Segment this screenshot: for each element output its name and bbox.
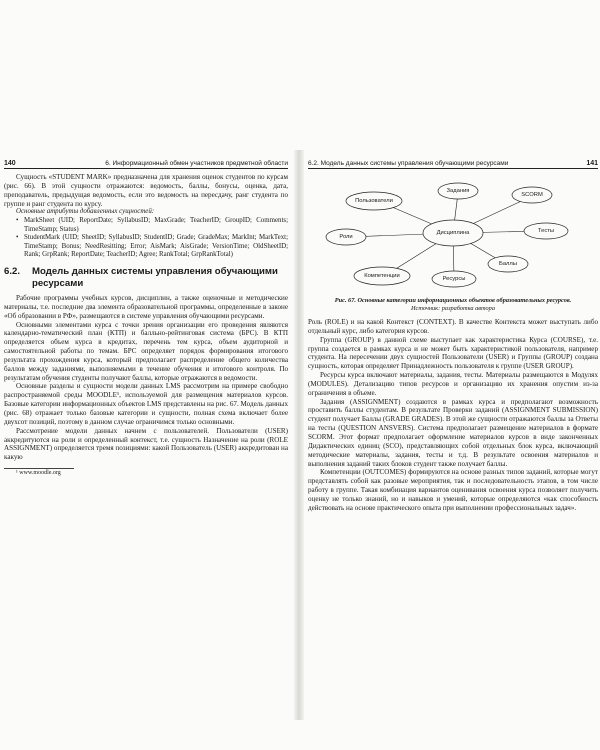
attribute-item: • StudentMark (UID; SheetID; SyllabusID; StudentID; Grade; GradeMax; MarkInt; MarkText; TimeStamp; Bonus; NeedResitting; Error; AisMark; AisGrade; VersionTime; OldSheetID; Rank; GrpRank; ReportDate; TeacherID; Agree; RankTotal; GrpRankTotal) bbox=[24, 234, 288, 260]
body-paragraph: Рассмотрение модели данных начнем с пользователей. Пользователи (USER) аккредитуются на роли и определенный контекст, т.е. сущность Назначение на роли (ROLE ASSIGNMENT) определяется тремя позициями: какой Пользователь (USER) аккредитован на какую bbox=[4, 426, 288, 462]
node-center-label: Дисциплина bbox=[436, 230, 470, 236]
figure-caption: Рис. 67. Основные категории информационных объектов образовательных ресурсов. bbox=[334, 297, 572, 304]
right-running-header bbox=[308, 155, 598, 169]
node-label: SCORM bbox=[521, 192, 543, 198]
attributes-heading: Основные атрибуты добавленных сущностей: bbox=[16, 208, 155, 216]
right-running-head-title: 6.2. Модель данных системы управления обучающими ресурсами bbox=[308, 160, 509, 167]
body-paragraph: Ресурсы курса включают материалы, задания, тесты. Материалы размещаются в Модулях (MODULES). Детализацию типов ресурсов и организацию их хранения опустим из-за ограничения в объеме. bbox=[308, 371, 598, 397]
body-paragraph: Группа (GROUP) в данной схеме выступает как характеристика Курса (COURSE), т.е. группа создается в рамках курса и не может быть характеристикой пользователя, например студента. На пересечении двух сущностей Пользователи (USER) и Группы (GROUP) создана сущность, которая определяет Принадлежность пользователя к группе (USER GROUP). bbox=[308, 335, 598, 371]
section-heading bbox=[4, 266, 288, 289]
body-paragraph: Основные разделы и сущности модели данных LMS рассмотрим на примере свободно распространяемой среды MOODLE¹, используемой для размещения материалов курсов. Базовые категории информационных объектов LMS представлены на рис. 67. Модель данных (рис. 68) отражает только базовые категории и сущности, полная схема включает более двухсот позиций, поэтому в данном случае ограничимся только основными. bbox=[4, 382, 288, 426]
section-number: 6.2. bbox=[4, 266, 21, 278]
attribute-item: • MarkSheet (UID; ReportDate; SyllabusID; MaxGrade; TeacherID; GroupID; Comments; TimeStamp; Status) bbox=[24, 217, 288, 234]
node-label: Пользователи bbox=[355, 198, 393, 204]
node-label: Роли bbox=[339, 234, 353, 240]
left-running-head-title: 6. Информационный обмен участников предметной области bbox=[105, 160, 288, 167]
attributes-list bbox=[4, 217, 288, 260]
footnote-rule bbox=[4, 468, 74, 469]
figure-source: Источник: разработка автора bbox=[411, 304, 495, 312]
book-gutter bbox=[294, 150, 304, 720]
node-label: Задания bbox=[446, 188, 470, 194]
node-label: Тесты bbox=[537, 228, 555, 234]
right-page bbox=[308, 155, 598, 715]
body-paragraph: Компетенции (OUTCOMES) формируются на основе разных типов заданий, которые могут представлять собой как разовые мероприятия, так и последовательность этапов, в том числе работу в группе. Такая комбинация вариантов оценивания освоения курса позволяет получить оценку не только знаний, но и навыков и умений, которые определяются «как способность действовать на основе практического опыта при выполнении профессиональных задач». bbox=[308, 468, 598, 512]
node-label: Ресурсы bbox=[442, 276, 466, 282]
node-label: Баллы bbox=[499, 261, 517, 267]
figure-67-diagram bbox=[308, 175, 598, 293]
right-page-number: 141 bbox=[586, 160, 598, 167]
left-page bbox=[4, 155, 288, 715]
left-running-header bbox=[4, 155, 288, 169]
intro-paragraph: Сущность «STUDENT MARK» предназначена для хранения оценок студентов по курсам (рис. 66). В этой сущности отражаются: ведомость, баллы, бонусы, оценка, дата, преподаватель, предыдущая ведомость, если это ведомость на пересдачу, ранг студента по группе и ранг студента по курсу. bbox=[4, 173, 288, 208]
footnote: ¹ www.moodle.org bbox=[16, 470, 61, 477]
body-paragraph: Роль (ROLE) и на какой Контекст (CONTEXT). В качестве Контекста может выступать либо отдельный курс, либо категория курсов. bbox=[308, 318, 598, 335]
left-page-number: 140 bbox=[4, 160, 16, 167]
node-label: Компетенции bbox=[364, 273, 400, 279]
body-paragraph: Задания (ASSIGNMENT) создаются в рамках курса и предполагают возможность проставить баллы студентам. В результате Проверки заданий (ASSIGNMENT SUBMISSION) студент получает Баллы (GRADE GRADES). В этой же сущности отражаются баллы за Ответы на тесты (QUESTION ANSVERS). Система предполагает размещение материалов в формате SCORM. Этот формат предполагает оформление материалов курсов в виде законченных Дидактических единиц (SCO), представляющих собой отдельных блок курса, включающий методические материалы, задания, тесты и т.д. В результате освоения материалов и выполнения заданий таких блоков студент также получает баллы. bbox=[308, 397, 598, 468]
body-paragraph: Основными элементами курса с точки зрения организации его проведения являются календарно-тематический план (КТП) и балльно-рейтинговая система (БРС). В КТП определяется объем курса в кредитах, перечень тем курса, объем аудиторной и самостоятельной работы по темам. БРС определяет порядок формирования итогового результата прохождения курса, который предполагает распределение общего количества баллов между заданиями, выполняемыми в течение обучения и итогового контроля. По результатам обучения студенты получают баллы, которые отражаются в ведомости. bbox=[4, 320, 288, 382]
section-title: Модель данных системы управления обучающими ресурсами bbox=[32, 266, 278, 289]
body-paragraph: Рабочие программы учебных курсов, дисциплин, а также оценочные и методические материалы, т.е. последние два элемента образовательной программы, определенные в законе «Об образовании в РФ», размещаются в системе управления обучающими ресурсами. bbox=[4, 294, 288, 320]
